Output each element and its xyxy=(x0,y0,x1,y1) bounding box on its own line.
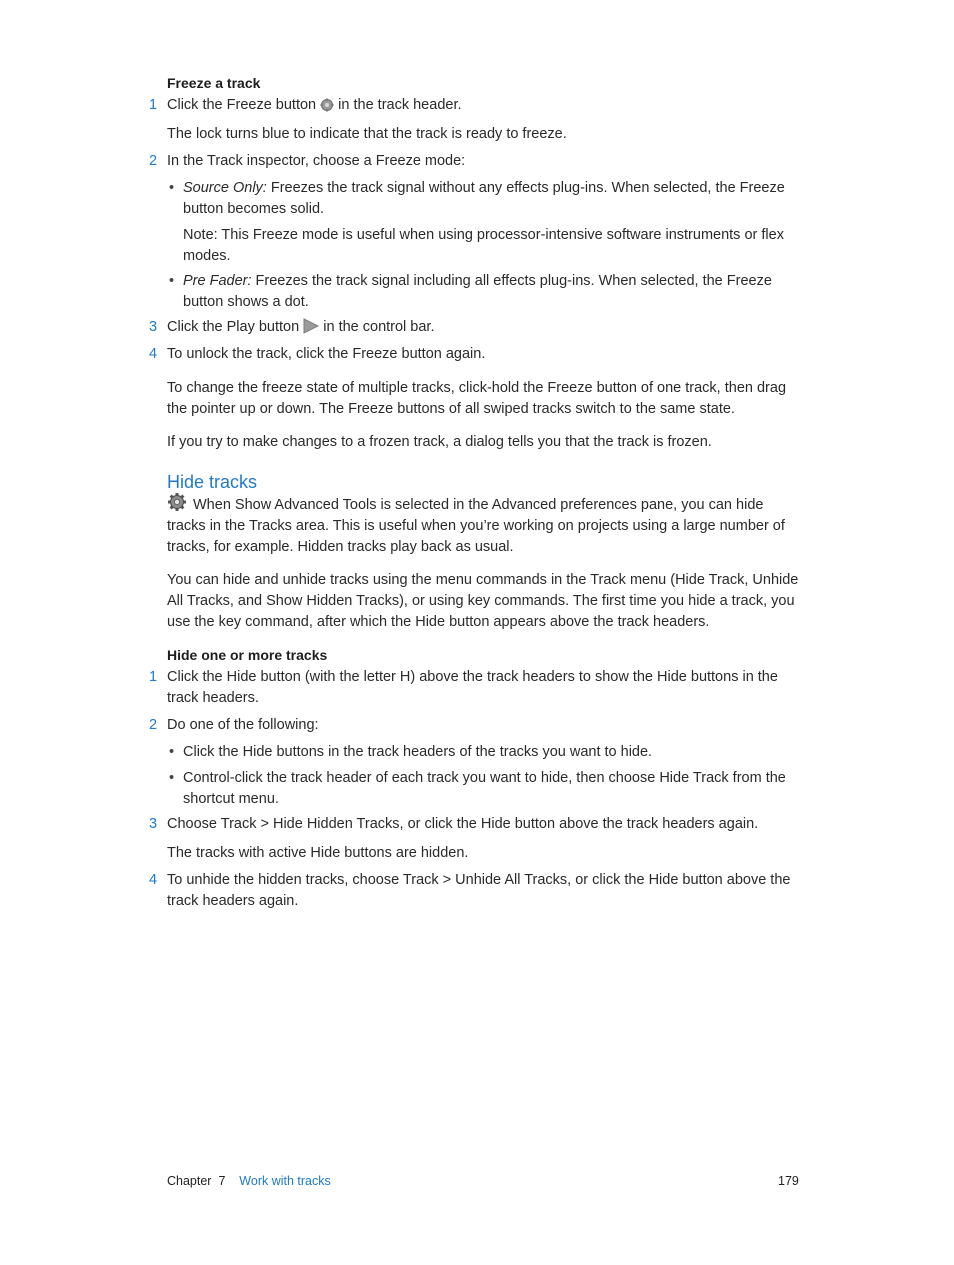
bullet-term: Pre Fader: xyxy=(183,273,252,289)
step-number: 3 xyxy=(149,319,158,335)
footer-chapter xyxy=(167,1172,331,1190)
bullet-item: Control-click the track header of each track you want to hide, then choose Hide Track from the shortcut menu. xyxy=(183,770,786,807)
step-text-pre: Click the Freeze button xyxy=(167,97,317,113)
play-icon xyxy=(303,318,319,341)
step-text-pre: Click the Play button xyxy=(167,319,300,335)
step-text-post: in the track header. xyxy=(338,97,462,113)
step-number: 1 xyxy=(149,97,158,113)
step-text: In the Track inspector, choose a Freeze mode: xyxy=(167,153,466,169)
bullet-term: Source Only: xyxy=(183,180,267,196)
step-number: 2 xyxy=(149,153,158,169)
step-text: To unhide the hidden tracks, choose Track > Unhide All Tracks, or click the Hide button above the track headers again. xyxy=(167,872,791,909)
bullet-marker: • xyxy=(169,770,175,786)
bullet-marker: • xyxy=(169,180,175,196)
chapter-label: Chapter xyxy=(167,1174,212,1188)
section-title: Hide tracks xyxy=(167,472,258,492)
freeze-gear-icon xyxy=(320,98,334,119)
step-text-post: in the control bar. xyxy=(323,319,435,335)
step-number: 3 xyxy=(149,816,158,832)
intro-paragraph: When Show Advanced Tools is selected in the Advanced preferences pane, you can hide tracks in the Tracks area. This is useful when you’re working on projects using a large number of tracks, for example. Hidden tracks play back as usual. xyxy=(167,497,785,555)
bullet-marker: • xyxy=(169,273,175,289)
body-paragraph: To change the freeze state of multiple tracks, click-hold the Freeze button of one track, then drag the pointer up or down. The Freeze buttons of all swiped tracks switch to the same state. xyxy=(167,380,787,417)
bullet-item: Click the Hide buttons in the track headers of the tracks you want to hide. xyxy=(183,744,653,760)
note-text: Note: This Freeze mode is useful when using processor-intensive software instruments or flex modes. xyxy=(183,227,784,264)
freeze-heading: Freeze a track xyxy=(167,75,261,91)
chapter-title-link[interactable]: Work with tracks xyxy=(239,1174,331,1188)
page-number: 179 xyxy=(778,1174,799,1188)
step-text: To unlock the track, click the Freeze button again. xyxy=(167,346,486,362)
bullet-text: Freezes the track signal without any effects plug-ins. When selected, the Freeze button becomes solid. xyxy=(183,180,785,217)
bullet-item xyxy=(183,178,799,220)
step-text xyxy=(167,95,799,119)
body-paragraph: If you try to make changes to a frozen track, a dialog tells you that the track is frozen. xyxy=(167,434,712,450)
bullet-marker: • xyxy=(169,744,175,760)
chapter-number: 7 xyxy=(218,1174,226,1188)
step-number: 4 xyxy=(149,872,158,888)
subheading: Hide one or more tracks xyxy=(167,647,328,663)
bullet-text: Freezes the track signal including all effects plug-ins. When selected, the Freeze button shows a dot. xyxy=(183,273,772,310)
body-paragraph: You can hide and unhide tracks using the menu commands in the Track menu (Hide Track, Unhide All Tracks, and Show Hidden Tracks), or using key commands. The first time you hide a track, you use the key command, after which the Hide button appears above the track headers. xyxy=(167,572,799,630)
step-result: The lock turns blue to indicate that the track is ready to freeze. xyxy=(167,126,567,142)
step-text: Do one of the following: xyxy=(167,717,319,733)
step-number: 1 xyxy=(149,669,158,685)
step-number: 2 xyxy=(149,717,158,733)
bullet-item xyxy=(183,271,799,313)
step-text: Click the Hide button (with the letter H) above the track headers to show the Hide buttons in the track headers. xyxy=(167,669,778,706)
step-result: The tracks with active Hide buttons are hidden. xyxy=(167,845,469,861)
step-number: 4 xyxy=(149,346,158,362)
step-text: Choose Track > Hide Hidden Tracks, or click the Hide button above the track headers again. xyxy=(167,816,759,832)
step-text xyxy=(167,317,799,341)
